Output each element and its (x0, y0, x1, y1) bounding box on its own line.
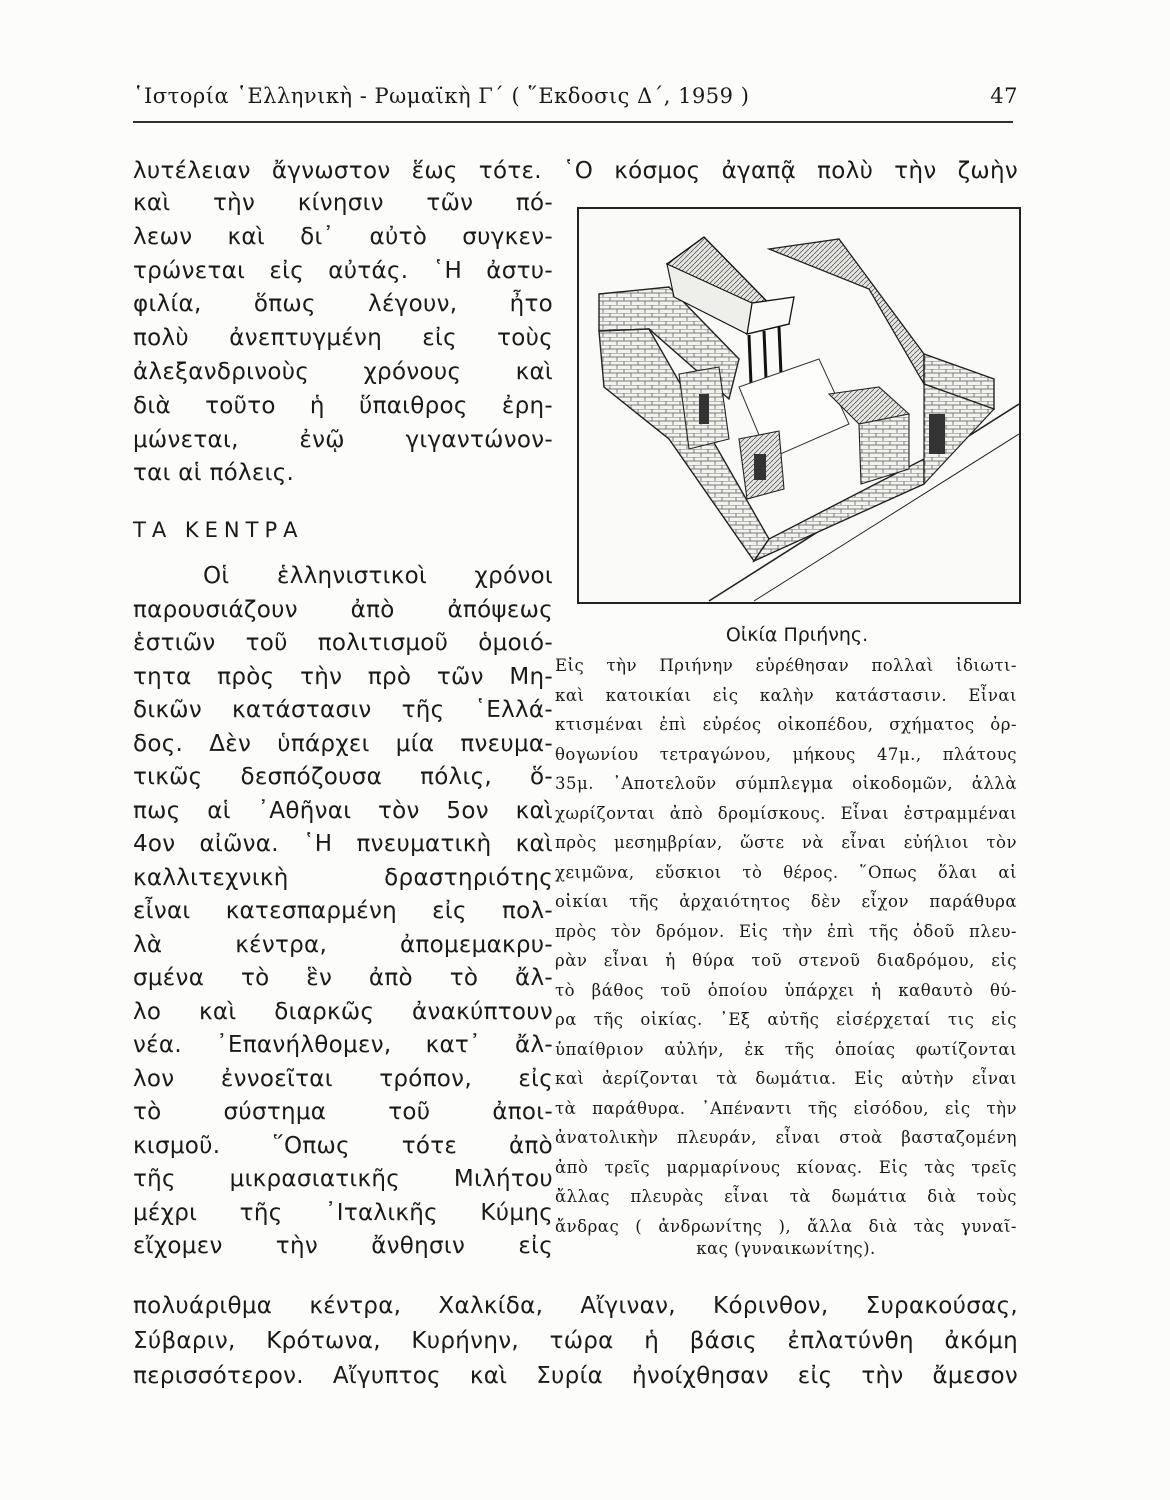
text-line: πως αἱ ᾽Αθῆναι τὸν 5ον καὶ (133, 797, 553, 824)
house-illustration (577, 207, 1021, 604)
caption-line: οἰκίαι τῆς ἀρχαιότητος δὲν εἶχον παράθυρα (555, 892, 1017, 911)
caption-line: Εἰς τὴν Πριήνην εὑρέθησαν πολλαὶ ἰδιωτι- (555, 656, 1017, 675)
text-line: διὰ τοῦτο ἡ ὕπαιθρος ἐρη- (133, 392, 553, 419)
caption-line: πρὸς τὸν δρόμον. Εἰς τὴν ἐπὶ τῆς ὁδοῦ πλευ- (555, 921, 1017, 941)
caption-line: καὶ κατοικίαι εἰς καλὴν κατάστασιν. Εἶναι (555, 685, 1017, 705)
text-line: καλλιτεχνικὴ δραστηριότης (133, 864, 553, 891)
caption-line: καὶ ἀερίζονται τὰ δωμάτια. Εἰς αὐτὴν εἶναι (555, 1069, 1017, 1088)
caption-line: ρα τῆς οἰκίας. ᾽Εξ αὐτῆς εἰσέρχεταί τις εἰς (555, 1010, 1017, 1029)
text-line: σμένα τὸ ἓν ἀπὸ τὸ ἄλ- (133, 965, 553, 991)
body-line-top: λυτέλειαν ἄγνωστον ἕως τότε. ῾Ο κόσμος ἀγαπᾷ πολὺ τὴν ζωὴν (133, 158, 1018, 184)
text-line: τητα πρὸς τὴν πρὸ τῶν Μη- (133, 663, 553, 690)
caption-last-line: κας (γυναικωνίτης). (696, 1239, 876, 1258)
caption-line: ἀνατολικὴν πλευράν, εἶναι στοὰ βασταζομένη (555, 1128, 1017, 1147)
text-line: τικῶς δεσπόζουσα πόλις, ὅ- (133, 764, 553, 790)
page-number: 47 (990, 84, 1018, 108)
text-line: καὶ τὴν κίνησιν τῶν πό- (133, 190, 553, 216)
text-line: νέα. ᾽Επανήλθομεν, κατ᾽ ἄλ- (133, 1032, 553, 1058)
caption-line: χωρίζονται ἀπὸ δρομίσκους. Εἶναι ἐστραμμέναι (555, 803, 1017, 823)
text-line: κισμοῦ. ῞Οπως τότε ἀπὸ (133, 1132, 553, 1159)
text-line: ται αἱ πόλεις. (133, 460, 295, 487)
text-line: περισσότερον. Αἴγυπτος καὶ Συρία ἠνοίχθησαν εἰς τὴν ἄμεσον (133, 1363, 1018, 1389)
text-line: τὸ σύστημα τοῦ ἀποι- (133, 1099, 553, 1125)
text-line: μέχρι τῆς ᾽Ιταλικῆς Κύμης (133, 1199, 553, 1226)
text-line: λο καὶ διαρκῶς ἀνακύπτουν (133, 998, 553, 1025)
caption-line: ἄνδρας ( ἀνδρωνίτης ), ἄλλα διὰ τὰς γυναῖ- (555, 1216, 1017, 1236)
caption-line: τὸ βάθος τοῦ ὁποίου ὑπάρχει ἡ καθαυτὸ θύ- (555, 980, 1017, 1000)
text-line: τρώνεται εἰς αὐτάς. ῾Η ἀστυ- (133, 257, 553, 284)
text-line: λὰ κέντρα, ἀπομεμακρυ- (133, 931, 553, 958)
caption-line: ρὰν εἶναι ἡ θύρα τοῦ στενοῦ διαδρόμου, εἰς (555, 951, 1017, 970)
text-line: εἶναι κατεσπαρμένη εἰς πολ- (133, 898, 553, 924)
section-heading: ΤΑ ΚΕΝΤΡΑ (133, 518, 304, 542)
text-line: ἑστιῶν τοῦ πολιτισμοῦ ὁμοιό- (133, 630, 553, 656)
caption-line: θογωνίου τετραγώνου, μήκους 47μ., πλάτους (555, 744, 1017, 764)
text-line: εἴχομεν τὴν ἄνθησιν εἰς (133, 1233, 553, 1259)
caption-line: ἀπὸ τρεῖς μαρμαρίνους κίονας. Εἰς τὰς τρεῖς (555, 1157, 1017, 1177)
text-line: πολὺ ἀνεπτυγμένη εἰς τοὺς (133, 325, 553, 352)
caption-line: 35μ. ᾽Αποτελοῦν σύμπλεγμα οἰκοδομῶν, ἀλλὰ (555, 774, 1017, 793)
text-line: Οἱ ἑλληνιστικοὶ χρόνοι (203, 563, 553, 589)
text-line: δος. Δὲν ὑπάρχει μία πνευμα- (133, 730, 553, 757)
figure-caption-title: Οἰκία Πριήνης. (725, 624, 869, 646)
text-line: πολυάριθμα κέντρα, Χαλκίδα, Αἴγιναν, Κόρινθον, Συρακούσας, (133, 1293, 1018, 1319)
header-rule (133, 121, 1013, 123)
text-line: λεων καὶ δι᾽ αὐτὸ συγκεν- (133, 223, 553, 250)
caption-line: πρὸς μεσημβρίαν, ὥστε νὰ εἶναι εὐήλιοι τὸν (555, 833, 1017, 852)
caption-line: κτισμέναι ἐπὶ εὐρέος οἰκοπέδου, σχήματος ὀρ- (555, 715, 1017, 734)
text-line: παρουσιάζουν ἀπὸ ἀπόψεως (133, 596, 553, 623)
text-line: φιλία, ὅπως λέγουν, ἦτο (133, 291, 553, 318)
caption-line: ὑπαίθριον αὐλήν, ἐκ τῆς ὁποίας φωτίζονται (555, 1039, 1017, 1059)
text-line: 4ον αἰῶνα. ῾Η πνευματικὴ καὶ (133, 831, 553, 857)
text-line: Σύβαριν, Κρότωνα, Κυρήνην, τώρα ἡ βάσις ἐπλατύνθη ἀκόμη (133, 1328, 1018, 1354)
text-line: λον ἐννοεῖται τρόπον, εἰς (133, 1065, 553, 1092)
text-line: ἀλεξανδρινοὺς χρόνους καὶ (133, 359, 553, 385)
text-line: τῆς μικρασιατικῆς Μιλήτου (133, 1166, 553, 1192)
caption-line: τὰ παράθυρα. ᾽Απέναντι τῆς εἰσόδου, εἰς τὴν (555, 1098, 1017, 1118)
caption-line: χειμῶνα, εὔσκιοι τὸ θέρος. ῞Οπως ὅλαι αἱ (555, 862, 1017, 882)
book-title: ῾Ιστορία ῾Ελληνικὴ - Ρωμαϊκὴ Γ΄ ( ῞Εκδοσις Δ΄, 1959 ) (133, 84, 750, 108)
caption-line: ἄλλας πλευρὰς εἶναι τὰ δωμάτια διὰ τοὺς (555, 1187, 1017, 1206)
priene-house-drawing (579, 209, 1019, 602)
text-line: δικῶν κατάστασιν τῆς ῾Ελλά- (133, 697, 553, 723)
text-line: μώνεται, ἐνῷ γιγαντώνον- (133, 426, 553, 453)
